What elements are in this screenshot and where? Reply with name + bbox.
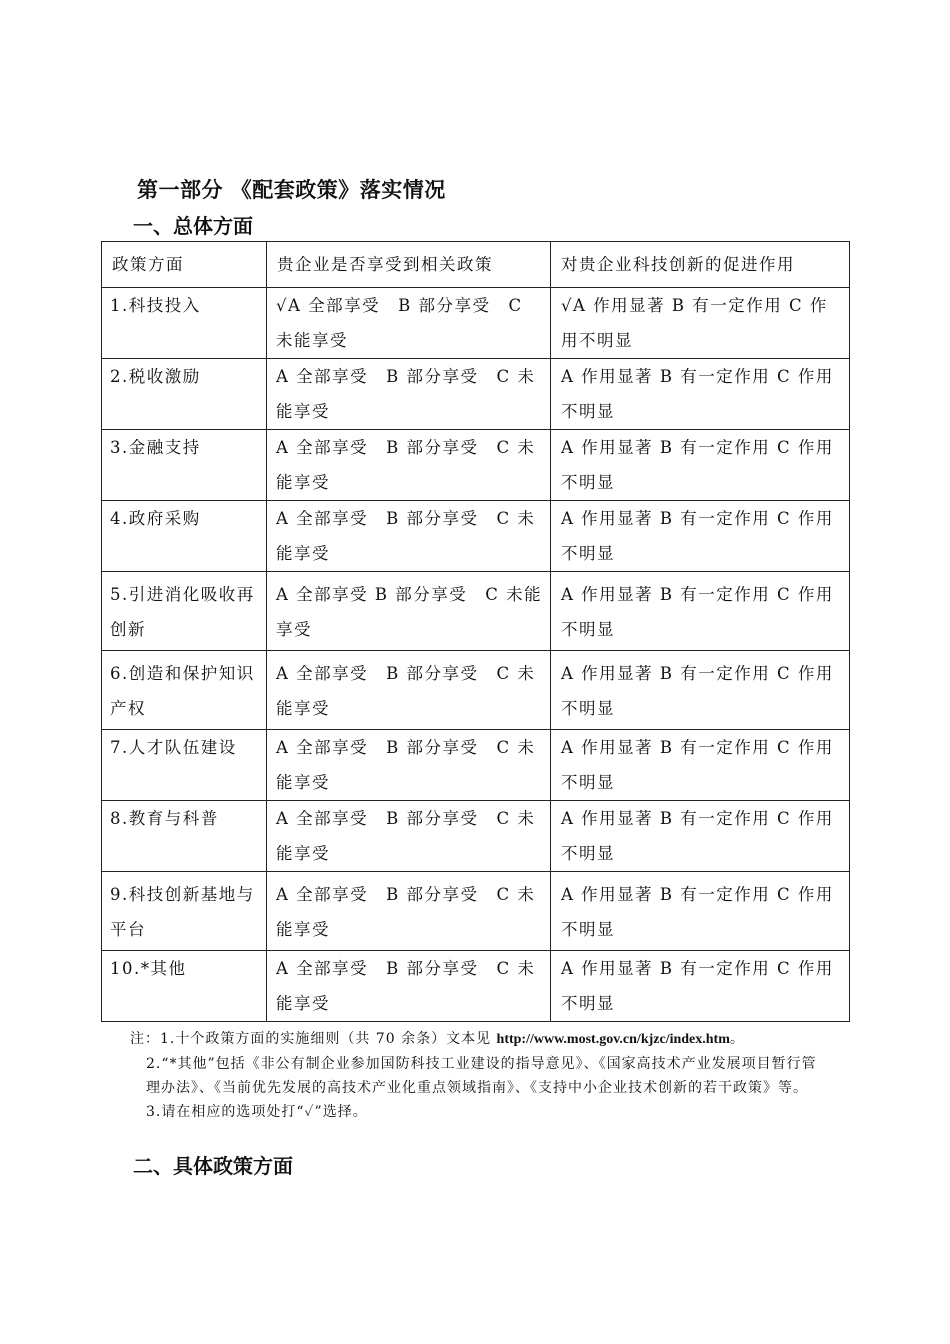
effect-options-cell[interactable]: A 作用显著 B 有一定作用 C 作用不明显 (551, 359, 850, 430)
document-title: 第一部分 《配套政策》落实情况 (137, 178, 446, 202)
policy-area-cell: 8.教育与科普 (102, 801, 267, 872)
section-heading-specific: 二、具体政策方面 (133, 1154, 293, 1178)
policy-area-cell: 3.金融支持 (102, 430, 267, 501)
table-row (102, 430, 850, 501)
table-row (102, 730, 850, 801)
effect-options-cell[interactable]: A 作用显著 B 有一定作用 C 作用不明显 (551, 801, 850, 872)
policy-area-cell: 5.引进消化吸收再创新 (102, 572, 267, 651)
policy-survey-table (101, 241, 850, 1022)
effect-options-cell[interactable]: √A 作用显著 B 有一定作用 C 作用不明显 (551, 288, 850, 359)
header-effect: 对贵企业科技创新的促进作用 (551, 242, 850, 288)
note-1-text: 注：1.十个政策方面的实施细则（共 70 余条）文本见 (130, 1031, 497, 1047)
policy-area-cell: 7.人才队伍建设 (102, 730, 267, 801)
table-row (102, 651, 850, 730)
policy-area-cell: 4.政府采购 (102, 501, 267, 572)
note-1 (130, 1027, 830, 1052)
enjoyed-options-cell[interactable]: A 全部享受 B 部分享受 C 未能享受 (267, 501, 551, 572)
effect-options-cell[interactable]: A 作用显著 B 有一定作用 C 作用不明显 (551, 572, 850, 651)
enjoyed-options-cell[interactable]: A 全部享受 B 部分享受 C 未能享受 (267, 801, 551, 872)
table-notes (130, 1027, 830, 1124)
section-heading-overall: 一、总体方面 (133, 214, 253, 238)
policy-area-cell: 6.创造和保护知识产权 (102, 651, 267, 730)
note-3: 3.请在相应的选项处打“✓”选择。 (146, 1104, 368, 1120)
table-row (102, 801, 850, 872)
policy-url-link[interactable]: http://www.most.gov.cn/kjzc/index.htm (496, 1032, 730, 1047)
table-row (102, 951, 850, 1022)
effect-options-cell[interactable]: A 作用显著 B 有一定作用 C 作用不明显 (551, 872, 850, 951)
note-1-suffix: 。 (729, 1031, 745, 1047)
table-row (102, 872, 850, 951)
table-header-row (102, 242, 850, 288)
note-2: 2.“*其他”包括《非公有制企业参加国防科技工业建设的指导意见》、《国家高技术产业发展项目暂行管理办法》、《当前优先发展的高技术产业化重点领域指南》、《支持中小企业技术创新的若干政策》等。 (146, 1056, 817, 1096)
enjoyed-options-cell[interactable]: A 全部享受 B 部分享受 C 未能享受 (267, 730, 551, 801)
enjoyed-options-cell[interactable]: A 全部享受 B 部分享受 C 未能享受 (267, 572, 551, 651)
effect-options-cell[interactable]: A 作用显著 B 有一定作用 C 作用不明显 (551, 430, 850, 501)
effect-options-cell[interactable]: A 作用显著 B 有一定作用 C 作用不明显 (551, 651, 850, 730)
effect-options-cell[interactable]: A 作用显著 B 有一定作用 C 作用不明显 (551, 951, 850, 1022)
enjoyed-options-cell[interactable]: A 全部享受 B 部分享受 C 未能享受 (267, 951, 551, 1022)
policy-area-cell: 9.科技创新基地与平台 (102, 872, 267, 951)
enjoyed-options-cell[interactable]: A 全部享受 B 部分享受 C 未能享受 (267, 359, 551, 430)
enjoyed-options-cell[interactable]: A 全部享受 B 部分享受 C 未能享受 (267, 430, 551, 501)
enjoyed-options-cell[interactable]: A 全部享受 B 部分享受 C 未能享受 (267, 872, 551, 951)
table-row (102, 288, 850, 359)
policy-area-cell: 2.税收激励 (102, 359, 267, 430)
effect-options-cell[interactable]: A 作用显著 B 有一定作用 C 作用不明显 (551, 730, 850, 801)
policy-area-cell: 1.科技投入 (102, 288, 267, 359)
table-row (102, 359, 850, 430)
table-row (102, 572, 850, 651)
effect-options-cell[interactable]: A 作用显著 B 有一定作用 C 作用不明显 (551, 501, 850, 572)
header-enjoyed: 贵企业是否享受到相关政策 (267, 242, 551, 288)
policy-area-cell: 10.*其他 (102, 951, 267, 1022)
enjoyed-options-cell[interactable]: √A 全部享受 B 部分享受 C 未能享受 (267, 288, 551, 359)
enjoyed-options-cell[interactable]: A 全部享受 B 部分享受 C 未能享受 (267, 651, 551, 730)
table-row (102, 501, 850, 572)
header-policy-area: 政策方面 (102, 242, 267, 288)
